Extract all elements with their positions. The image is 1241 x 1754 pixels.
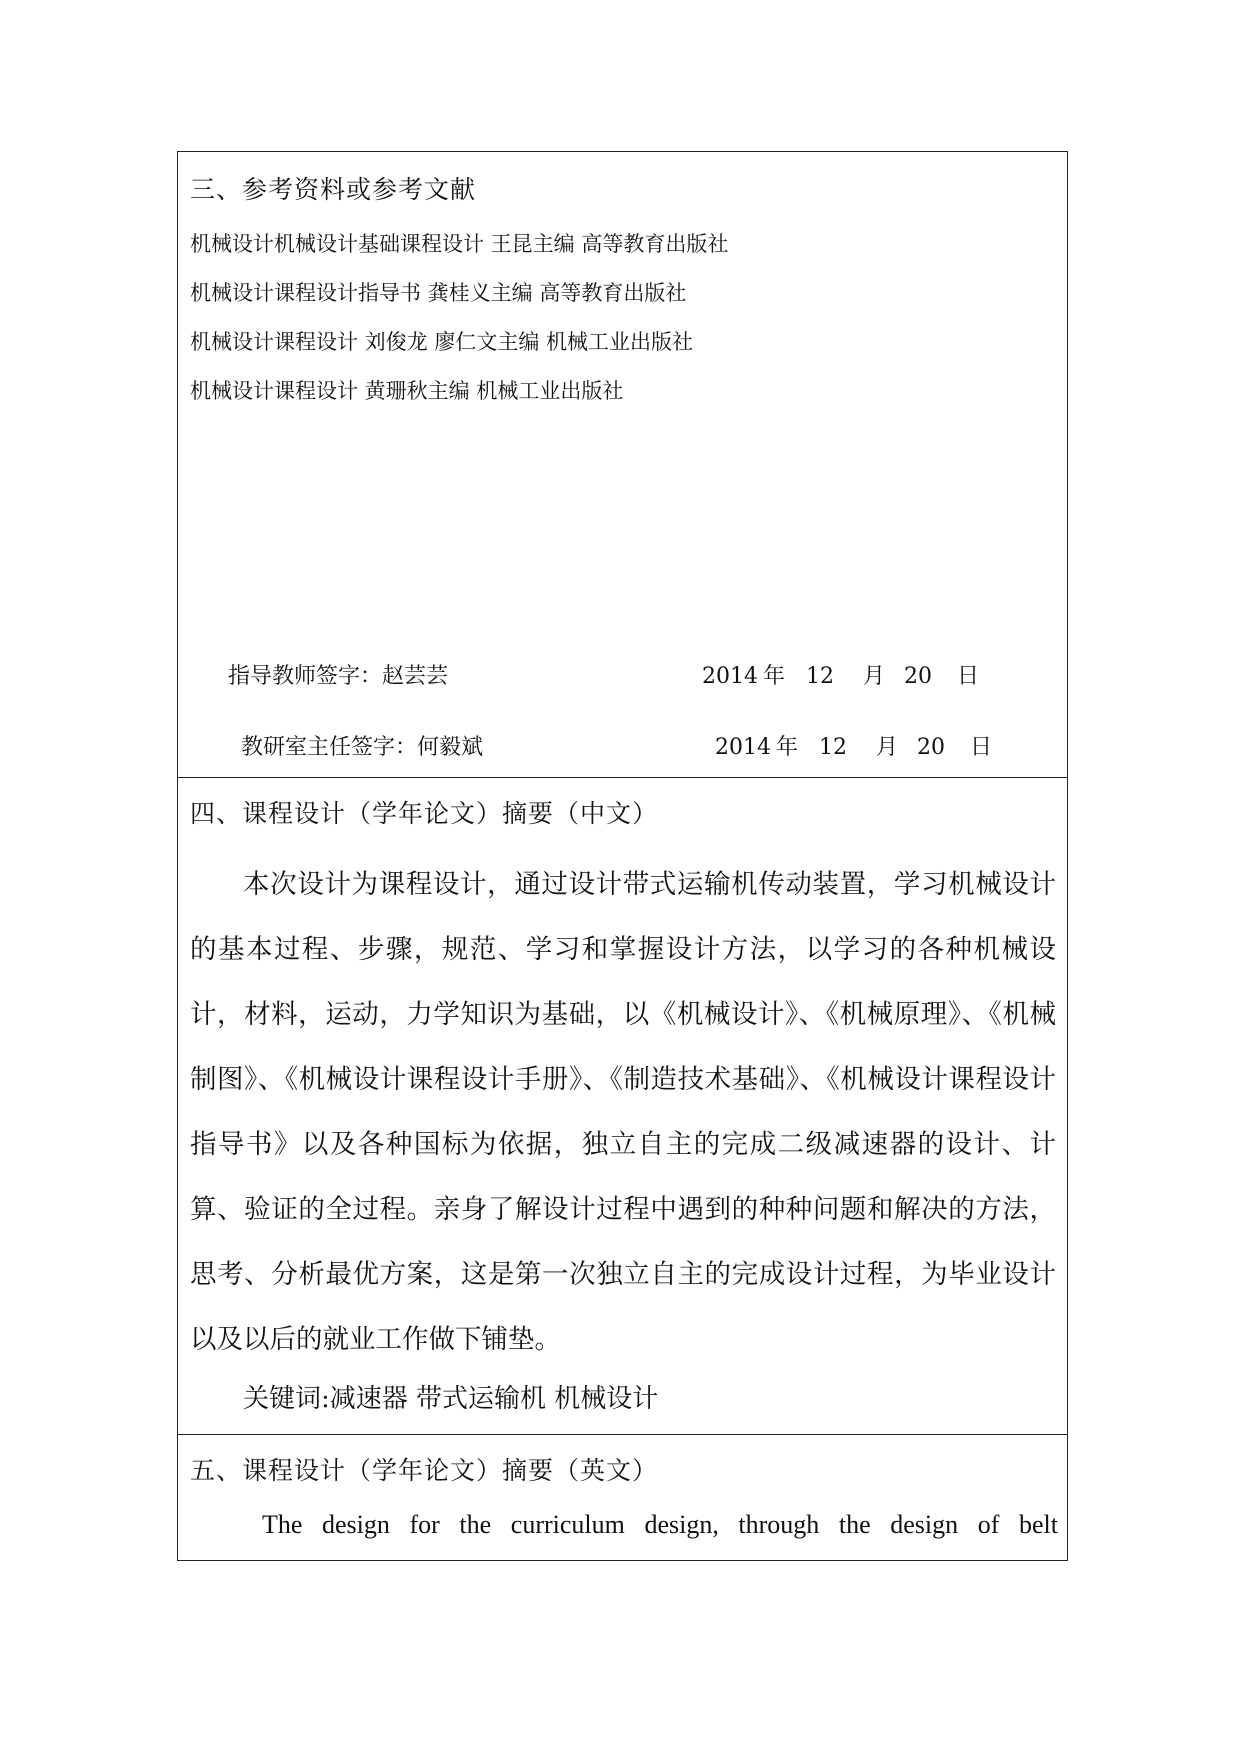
- date-day: 20: [904, 664, 932, 689]
- reference-item: 机械设计课程设计 黄珊秋主编 机械工业出版社: [190, 379, 624, 403]
- advisor-date: [702, 659, 979, 690]
- english-abstract-section: [178, 1434, 1067, 1562]
- chinese-abstract-text: 本次设计为课程设计，通过设计带式运输机传动装置，学习机械设计的基本过程、步骤，规范、学习和掌握设计方法，以学习的各种机械设计，材料，运动，力学知识为基础，以《机械设计》、《机械原理》、《机械制图》、《机械设计课程设计手册》、《制造技术基础》、《机械设计课程设计指导书》以及各种国标为依据，独立自主的完成二级减速器的设计、计算、验证的全过程。亲身了解设计过程中遇到的种种问题和解决的方法，思考、分析最优方案，这是第一次独立自主的完成设计过程，为毕业设计以及以后的就业工作做下铺垫。: [190, 869, 1056, 1355]
- date-year: 2014: [715, 735, 771, 760]
- english-abstract-text: The design for the curriculum design, through the design of belt: [262, 1510, 1058, 1539]
- date-month-unit: 月: [863, 664, 886, 689]
- date-year: 2014: [702, 664, 758, 689]
- keywords-line: 关键词:减速器 带式运输机 机械设计: [243, 1384, 659, 1414]
- date-year-unit: 年: [763, 664, 786, 689]
- date-day-unit: 日: [970, 735, 993, 760]
- director-date: [715, 730, 992, 761]
- date-month: 12: [819, 735, 847, 760]
- date-month-unit: 月: [876, 735, 899, 760]
- date-month: 12: [806, 664, 834, 689]
- references-heading: 三、参考资料或参考文献: [190, 175, 477, 204]
- references-section: [178, 152, 1067, 777]
- chinese-abstract-section: [178, 777, 1067, 1434]
- form-table: [177, 151, 1068, 1561]
- director-signature: 教研室主任签字：何毅斌: [241, 735, 484, 760]
- date-year-unit: 年: [776, 735, 799, 760]
- chinese-abstract-heading: 四、课程设计（学年论文）摘要（中文）: [190, 799, 659, 828]
- date-day: 20: [917, 735, 945, 760]
- reference-item: 机械设计机械设计基础课程设计 王昆主编 高等教育出版社: [190, 232, 729, 256]
- reference-item: 机械设计课程设计指导书 龚桂义主编 高等教育出版社: [190, 281, 687, 305]
- reference-item: 机械设计课程设计 刘俊龙 廖仁文主编 机械工业出版社: [190, 330, 694, 354]
- english-abstract-heading: 五、课程设计（学年论文）摘要（英文）: [190, 1456, 659, 1485]
- date-day-unit: 日: [957, 664, 980, 689]
- advisor-signature: 指导教师签字：赵芸芸: [228, 664, 449, 689]
